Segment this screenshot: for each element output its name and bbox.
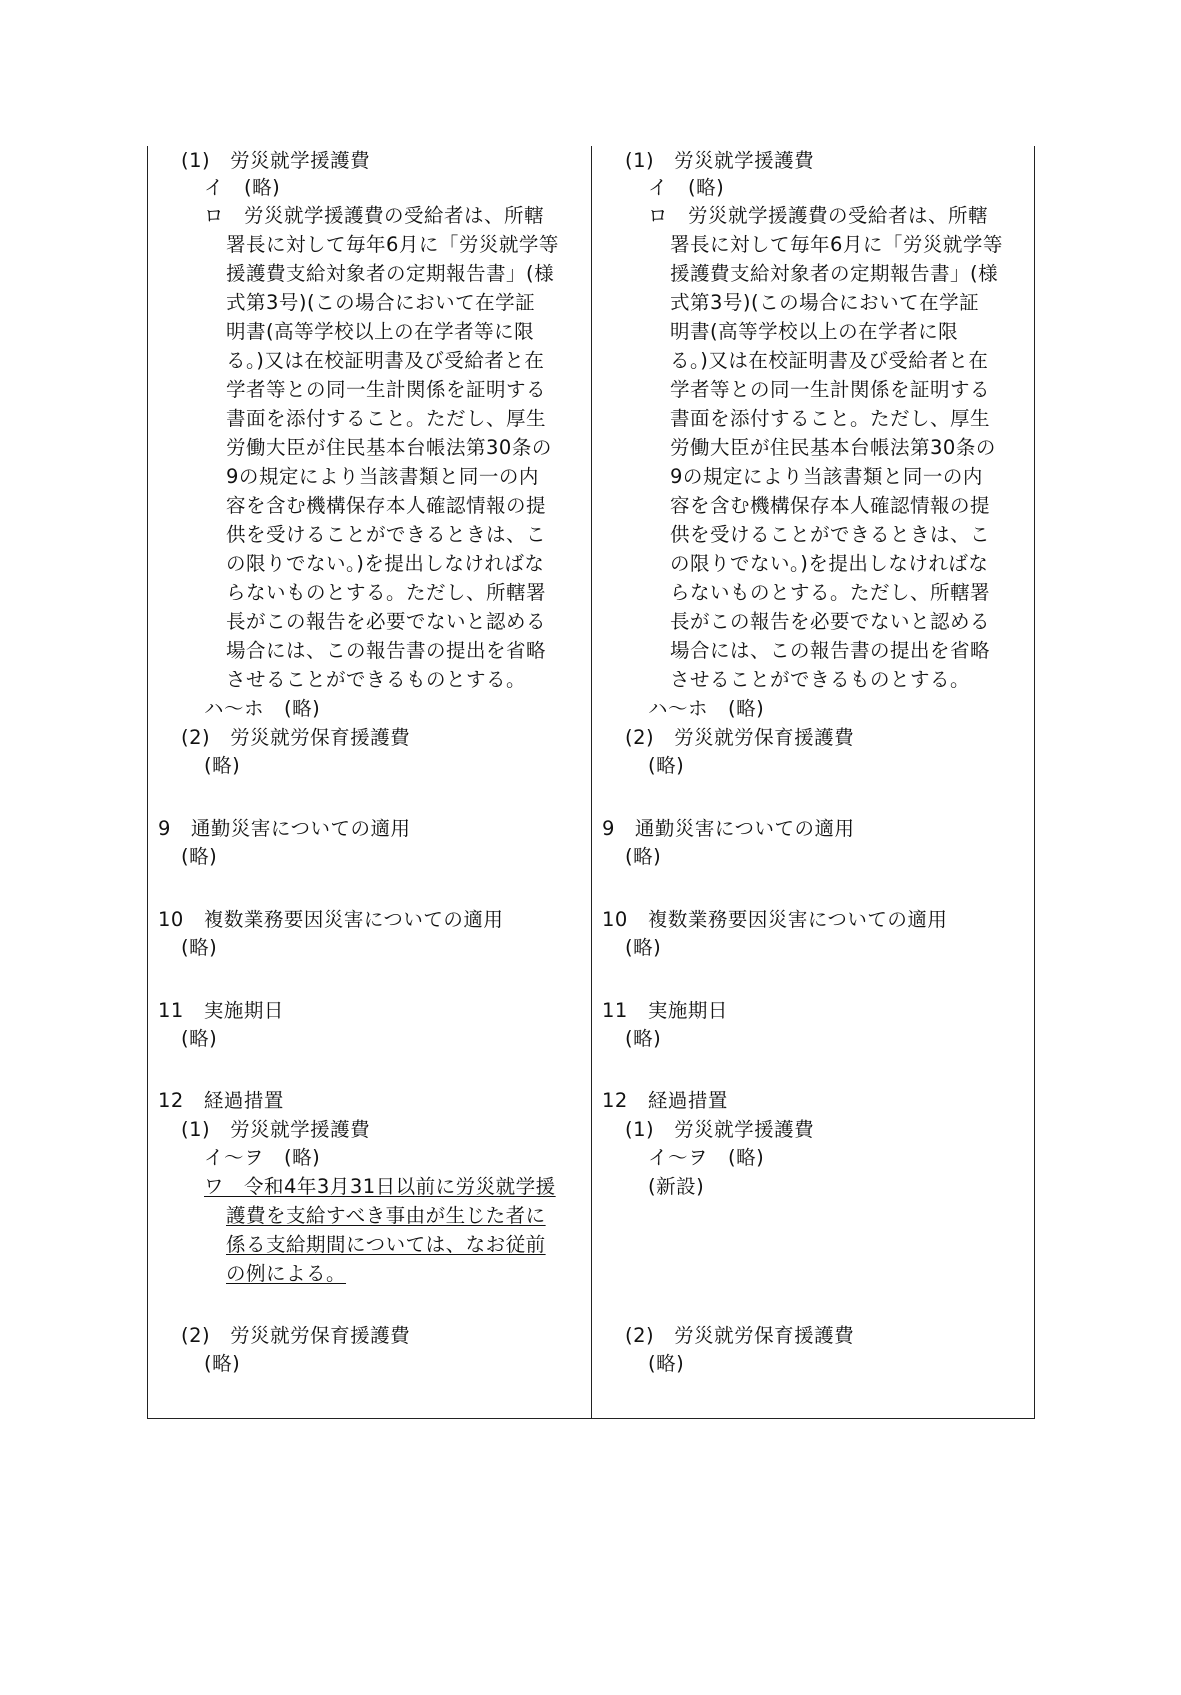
item-ro-line: 式第3号)(この場合において在学証 bbox=[226, 291, 536, 314]
item-ro-line: 学者等との同一生計関係を証明する bbox=[226, 378, 547, 401]
item-ro-line: 明書(高等学校以上の在学者に限 bbox=[670, 320, 959, 343]
omitted-text: (略) bbox=[181, 845, 218, 868]
item-ro-line: らないものとする。ただし、所轄署 bbox=[226, 581, 547, 604]
chapter-heading: 11 実施期日 bbox=[602, 999, 728, 1022]
section-heading: (1) 労災就学援護費 bbox=[625, 1118, 815, 1141]
item-wa-line: ワ 令和4年3月31日以前に労災就学援 bbox=[204, 1175, 556, 1198]
item-wa-line: 護費を支給すべき事由が生じた者に bbox=[226, 1204, 546, 1227]
item-ro-line: 式第3号)(この場合において在学証 bbox=[670, 291, 980, 314]
chapter-heading: 12 経過措置 bbox=[602, 1089, 728, 1112]
item-ro-line: 援護費支給対象者の定期報告書」(様 bbox=[226, 262, 555, 285]
item-ha-ho: ハ〜ホ (略) bbox=[204, 697, 321, 720]
chapter-heading: 12 経過措置 bbox=[158, 1089, 284, 1112]
section-heading: (1) 労災就学援護費 bbox=[181, 149, 371, 172]
omitted-text: (略) bbox=[625, 936, 662, 959]
item-i: イ (略) bbox=[648, 176, 725, 199]
item-ro-line: の限りでない。)を提出しなければな bbox=[670, 552, 989, 575]
revised-column bbox=[148, 146, 593, 1418]
new-provision-note: (新設) bbox=[648, 1175, 705, 1198]
item-ro-line: 供を受けることができるときは、こ bbox=[670, 523, 991, 546]
item-ro-line: 援護費支給対象者の定期報告書」(様 bbox=[670, 262, 999, 285]
section-heading: (2) 労災就労保育援護費 bbox=[625, 726, 855, 749]
item-ro-line: 書面を添付すること。ただし、厚生 bbox=[226, 407, 547, 430]
omitted-text: (略) bbox=[204, 1352, 241, 1375]
item-ro-line: 労働大臣が住民基本台帳法第30条の bbox=[226, 436, 552, 459]
section-heading: (2) 労災就労保育援護費 bbox=[181, 726, 411, 749]
chapter-heading: 11 実施期日 bbox=[158, 999, 284, 1022]
item-ro-line: の限りでない。)を提出しなければな bbox=[226, 552, 545, 575]
item-ha-ho: ハ〜ホ (略) bbox=[648, 697, 765, 720]
item-ro-line: 明書(高等学校以上の在学者等に限 bbox=[226, 320, 535, 343]
item-ro-line: 長がこの報告を必要でないと認める bbox=[670, 610, 991, 633]
chapter-heading: 9 通勤災害についての適用 bbox=[158, 817, 411, 840]
item-ro-line: 署長に対して毎年6月に「労災就学等 bbox=[226, 233, 559, 256]
item-ro-line: 9の規定により当該書類と同一の内 bbox=[226, 465, 539, 488]
item-ro-line: させることができるものとする。 bbox=[670, 668, 971, 691]
section-heading: (1) 労災就学援護費 bbox=[181, 1118, 371, 1141]
chapter-heading: 10 複数業務要因災害についての適用 bbox=[158, 908, 504, 931]
item-ro-line: 学者等との同一生計関係を証明する bbox=[670, 378, 991, 401]
section-heading: (2) 労災就労保育援護費 bbox=[625, 1324, 855, 1347]
item-wa-line: の例による。 bbox=[226, 1262, 347, 1285]
chapter-heading: 9 通勤災害についての適用 bbox=[602, 817, 855, 840]
omitted-text: (略) bbox=[204, 754, 241, 777]
item-i: イ (略) bbox=[204, 176, 281, 199]
item-wa-line: 係る支給期間については、なお従前 bbox=[226, 1233, 546, 1256]
item-ro-line: 長がこの報告を必要でないと認める bbox=[226, 610, 547, 633]
item-ro-line: 場合には、この報告書の提出を省略 bbox=[670, 639, 991, 662]
omitted-text: (略) bbox=[181, 1027, 218, 1050]
item-ro-line: ロ 労災就学援護費の受給者は、所轄 bbox=[648, 204, 989, 227]
item-ro-line: る。)又は在校証明書及び受給者と在 bbox=[670, 349, 989, 372]
item-ro-line: 書面を添付すること。ただし、厚生 bbox=[670, 407, 991, 430]
current-column bbox=[592, 146, 1037, 1418]
item-ro-line: 容を含む機構保存本人確認情報の提 bbox=[226, 494, 547, 517]
item-ro-line: 署長に対して毎年6月に「労災就学等 bbox=[670, 233, 1003, 256]
item-ro-line: 9の規定により当該書類と同一の内 bbox=[670, 465, 983, 488]
item-ro-line: 場合には、この報告書の提出を省略 bbox=[226, 639, 547, 662]
omitted-text: (略) bbox=[625, 845, 662, 868]
comparison-table bbox=[147, 146, 1035, 1419]
item-ro-line: 供を受けることができるときは、こ bbox=[226, 523, 547, 546]
section-heading: (2) 労災就労保育援護費 bbox=[181, 1324, 411, 1347]
omitted-text: (略) bbox=[625, 1027, 662, 1050]
item-ro-line: らないものとする。ただし、所轄署 bbox=[670, 581, 991, 604]
omitted-text: (略) bbox=[648, 1352, 685, 1375]
chapter-heading: 10 複数業務要因災害についての適用 bbox=[602, 908, 948, 931]
item-i-wo: イ〜ヲ (略) bbox=[648, 1146, 765, 1169]
omitted-text: (略) bbox=[181, 936, 218, 959]
item-i-wo: イ〜ヲ (略) bbox=[204, 1146, 321, 1169]
section-heading: (1) 労災就学援護費 bbox=[625, 149, 815, 172]
item-ro-line: ロ 労災就学援護費の受給者は、所轄 bbox=[204, 204, 545, 227]
item-ro-line: る。)又は在校証明書及び受給者と在 bbox=[226, 349, 545, 372]
item-ro-line: させることができるものとする。 bbox=[226, 668, 527, 691]
item-ro-line: 容を含む機構保存本人確認情報の提 bbox=[670, 494, 991, 517]
omitted-text: (略) bbox=[648, 754, 685, 777]
item-ro-line: 労働大臣が住民基本台帳法第30条の bbox=[670, 436, 996, 459]
